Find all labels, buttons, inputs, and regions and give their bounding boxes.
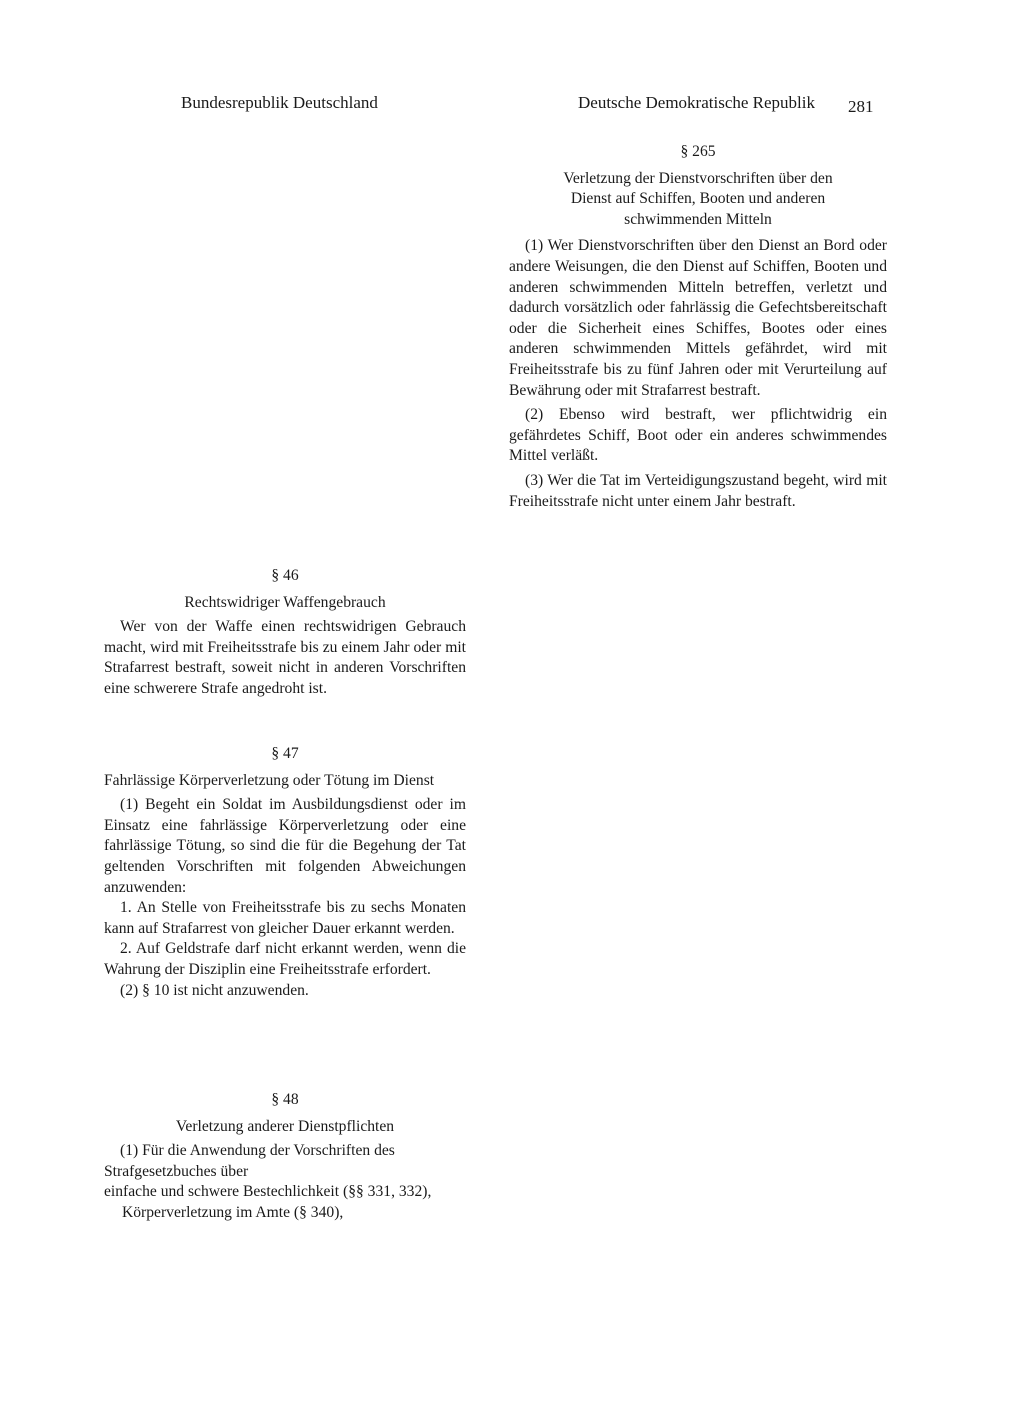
section-number: § 265: [680, 143, 716, 160]
section-title-line: Dienst auf Schiffen, Booten und anderen: [570, 190, 826, 208]
header-right: Deutsche Demokratische Republik: [578, 93, 815, 112]
header-left: Bundesrepublik Deutschland: [181, 93, 378, 112]
paragraph: (1) Für die Anwendung der Vorschriften des Strafgesetzbuches über: [104, 1142, 395, 1180]
list-line: Körperverletzung im Amte (§ 340),: [122, 1203, 344, 1221]
section-title-line: Verletzung der Dienstvorschriften über den: [563, 169, 833, 187]
paragraph: (1) Begeht ein Soldat im Ausbildungsdienst oder im Einsatz eine fahrlässige Körperverletzung oder eine fahrlässige Tötung, so sind die für die Begehung der Tat geltenden Vorschriften mit folgenden Abweichungen anzuwenden:: [104, 796, 466, 896]
page-number: 281: [848, 97, 874, 116]
list-item: 1. An Stelle von Freiheitsstrafe bis zu sechs Monaten kann auf Strafarrest von gleicher Dauer erkannt werden.: [104, 899, 466, 937]
paragraph: (3) Wer die Tat im Verteidigungszustand begeht, wird mit Freiheitsstrafe nicht unter einem Jahr bestraft.: [509, 471, 887, 510]
section-265: [509, 142, 887, 516]
section-title-line: schwimmenden Mitteln: [624, 210, 772, 228]
section-number: § 48: [271, 1091, 299, 1108]
list-line: einfache und schwere Bestechlichkeit (§§ 331, 332),: [104, 1183, 432, 1201]
paragraph: (2) Ebenso wird bestraft, wer pflichtwidrig ein gefährdetes Schiff, Boot oder ein anderes schwimmendes Mittel verläßt.: [509, 406, 887, 465]
section-title: Rechtswidriger Waffengebrauch: [184, 593, 386, 611]
section-number: § 47: [271, 745, 299, 762]
section-title: Verletzung anderer Dienstpflichten: [175, 1117, 395, 1135]
section-48: [104, 1090, 466, 1224]
section-title: Fahrlässige Körperverletzung oder Tötung im Dienst: [104, 771, 435, 789]
paragraph: Wer von der Waffe einen rechtswidrigen Gebrauch macht, wird mit Freiheitsstrafe bis zu einem Jahr oder mit Strafarrest bestraft, soweit nicht in anderen Vorschriften eine schwerere Strafe angedroht ist.: [104, 618, 466, 697]
section-46: [104, 566, 466, 704]
paragraph: (1) Wer Dienstvorschriften über den Dienst an Bord oder andere Weisungen, die den Dienst auf Schiffen, Booten und anderen schwimmenden Mitteln betreffen, verletzt und dadurch vorsätzlich oder fahrlässig die Gefechtsbereitschaft oder die Sicherheit eines Schiffes, Bootes oder eines anderen schwimmenden Mittels gefährdet, wird mit Freiheitsstrafe bis zu fünf Jahren oder mit Verurteilung auf Bewährung oder mit Strafarrest bestraft.: [509, 237, 887, 399]
section-47: [104, 744, 466, 1001]
paragraph: (2) § 10 ist nicht anzuwenden.: [120, 981, 309, 999]
section-number: § 46: [271, 567, 299, 584]
list-item: 2. Auf Geldstrafe darf nicht erkannt werden, wenn die Wahrung der Disziplin eine Freiheitsstrafe erfordert.: [104, 940, 466, 978]
